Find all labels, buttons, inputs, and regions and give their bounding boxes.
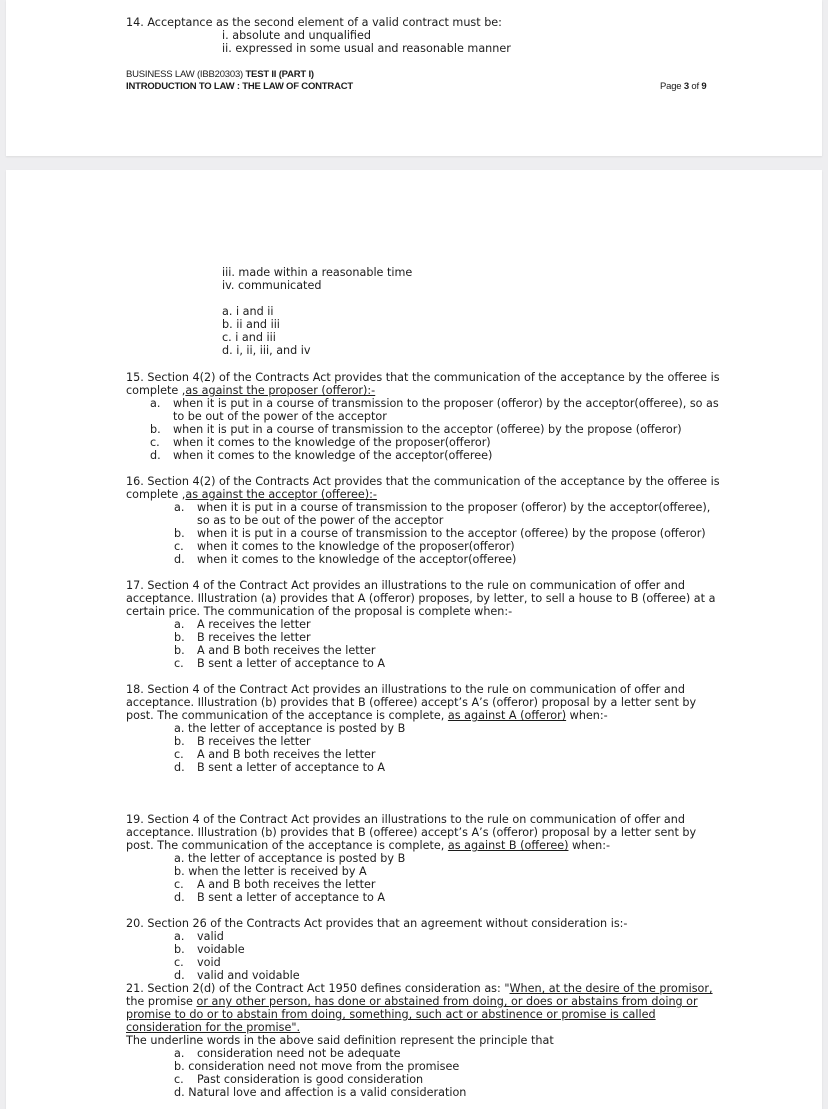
q18-stem-line-2: acceptance. Illustration (b) provides that B (offeree) accept’s A’s (offeror) proposal by a letter sent by bbox=[126, 696, 697, 709]
q17-option-3-marker: b. bbox=[174, 644, 185, 657]
q20-option-d-marker: d. bbox=[174, 969, 185, 982]
header-course-code: BUSINESS LAW (IBB20303) bbox=[126, 69, 246, 80]
document-page-bottom bbox=[6, 170, 822, 1109]
q19-option-a: a. the letter of acceptance is posted by B bbox=[174, 852, 406, 865]
q21-stem-line-2 bbox=[126, 995, 698, 1008]
q16-stem-underlined: as against the acceptor (offeree):- bbox=[185, 488, 377, 501]
q15-option-a-cont: to be out of the power of the acceptor bbox=[173, 410, 387, 423]
q14-option-b: b. ii and iii bbox=[222, 318, 280, 331]
header-test-label: TEST II (PART I) bbox=[245, 69, 314, 80]
q19-option-d-marker: d. bbox=[174, 891, 185, 904]
q18-stem-tail: when:- bbox=[566, 709, 608, 722]
q21-stem-underlined-3: promise to do or to abstain from doing, something, such act or abstinence or promise is called bbox=[126, 1008, 656, 1021]
q19-option-b: b. when the letter is received by A bbox=[174, 865, 367, 878]
q18-option-b: B receives the letter bbox=[197, 735, 311, 748]
q17-option-2-marker: b. bbox=[174, 631, 185, 644]
q15-option-a-marker: a. bbox=[150, 397, 161, 410]
q14-item-i: i. absolute and unqualified bbox=[222, 29, 371, 42]
q21-option-a-marker: a. bbox=[174, 1047, 185, 1060]
q21-option-b: b. consideration need not move from the promisee bbox=[174, 1060, 460, 1073]
q15-option-d: when it comes to the knowledge of the acceptor(offeree) bbox=[173, 449, 493, 462]
q18-stem-line-1: 18. Section 4 of the Contract Act provides an illustrations to the rule on communication of offer and bbox=[126, 683, 685, 696]
q17-stem-line-1: 17. Section 4 of the Contract Act provides an illustrations to the rule on communication of offer and bbox=[126, 579, 685, 592]
q16-option-a-cont: so as to be out of the power of the acceptor bbox=[197, 514, 444, 527]
q19-stem-tail: when:- bbox=[568, 839, 611, 852]
q20-option-d: valid and voidable bbox=[197, 969, 300, 982]
q21-stem-plain-2: the promise bbox=[126, 995, 197, 1008]
q14-option-d: d. i, ii, iii, and iv bbox=[222, 344, 311, 357]
q18-option-c: A and B both receives the letter bbox=[197, 748, 376, 761]
q19-option-c: A and B both receives the letter bbox=[197, 878, 376, 891]
q15-stem-underlined: as against the proposer (offeror):- bbox=[185, 384, 376, 397]
q14-item-ii: ii. expressed in some usual and reasonable manner bbox=[222, 42, 511, 55]
q15-stem-line-2 bbox=[126, 384, 375, 397]
page-number-total: 9 bbox=[701, 81, 707, 92]
q19-stem-underlined: as against B (offeree) bbox=[447, 839, 569, 852]
q20-option-c: void bbox=[197, 956, 221, 969]
q17-option-4-marker: c. bbox=[174, 657, 184, 670]
q21-stem-underlined-1: When, at the desire of the promisor, bbox=[509, 982, 713, 995]
q15-stem-plain: complete , bbox=[126, 384, 186, 397]
q14-item-iii: iii. made within a reasonable time bbox=[222, 266, 413, 279]
q17-option-4: B sent a letter of acceptance to A bbox=[197, 657, 386, 670]
q16-option-d: when it comes to the knowledge of the acceptor(offeree) bbox=[197, 553, 517, 566]
q15-option-d-marker: d. bbox=[150, 449, 161, 462]
page-number-current: 3 bbox=[683, 81, 689, 92]
q16-option-d-marker: d. bbox=[174, 553, 185, 566]
q21-stem-underlined-4: consideration for the promise". bbox=[126, 1021, 301, 1034]
q16-option-c-marker: c. bbox=[174, 540, 184, 553]
q19-stem-line-2: acceptance. Illustration (b) provides that B (offeree) accept’s A’s (offeror) proposal by a letter sent by bbox=[126, 826, 697, 839]
q21-option-a: consideration need not be adequate bbox=[197, 1047, 401, 1060]
header-course-line bbox=[126, 69, 314, 81]
q20-option-c-marker: c. bbox=[174, 956, 184, 969]
q21-option-d: d. Natural love and affection is a valid consideration bbox=[174, 1086, 467, 1099]
q14-option-a: a. i and ii bbox=[222, 305, 274, 318]
q21-stem-line-1 bbox=[126, 982, 713, 995]
q21-option-c-marker: c. bbox=[174, 1073, 184, 1086]
header-topic-line: INTRODUCTION TO LAW : THE LAW OF CONTRACT bbox=[126, 81, 353, 92]
q17-stem-line-3: certain price. The communication of the proposal is complete when:- bbox=[126, 605, 513, 618]
q14-item-iv: iv. communicated bbox=[222, 279, 322, 292]
q15-option-a: when it is put in a course of transmission to the proposer (offeror) by the acceptor(offeree), so as bbox=[173, 397, 719, 410]
q19-stem-line-3 bbox=[126, 839, 610, 852]
q17-option-1: A receives the letter bbox=[197, 618, 311, 631]
q17-stem-line-2: acceptance. Illustration (a) provides that A (offeror) proposes, by letter, to sell a house to B (offeree) at a bbox=[126, 592, 716, 605]
q18-stem-line-3 bbox=[126, 709, 608, 722]
q20-option-a: valid bbox=[197, 930, 224, 943]
q18-option-b-marker: b. bbox=[174, 735, 185, 748]
q18-stem-plain: post. The communication of the acceptance is complete, bbox=[126, 709, 448, 722]
q21-stem-underlined-2: or any other person, has done or abstained from doing, or does or abstains from doing or bbox=[196, 995, 698, 1008]
q18-option-d-marker: d. bbox=[174, 761, 185, 774]
q19-option-c-marker: c. bbox=[174, 878, 184, 891]
q18-option-a: a. the letter of acceptance is posted by B bbox=[174, 722, 406, 735]
q17-option-3: A and B both receives the letter bbox=[197, 644, 376, 657]
q15-option-c: when it comes to the knowledge of the proposer(offeror) bbox=[173, 436, 491, 449]
q20-stem: 20. Section 26 of the Contracts Act provides that an agreement without consideration is:- bbox=[126, 917, 628, 930]
q18-option-d: B sent a letter of acceptance to A bbox=[197, 761, 386, 774]
q16-stem-plain: complete , bbox=[126, 488, 186, 501]
q17-option-1-marker: a. bbox=[174, 618, 185, 631]
q20-option-b: voidable bbox=[197, 943, 245, 956]
q20-option-b-marker: b. bbox=[174, 943, 185, 956]
q18-option-c-marker: c. bbox=[174, 748, 184, 761]
q19-stem-line-1: 19. Section 4 of the Contract Act provides an illustrations to the rule on communication of offer and bbox=[126, 813, 685, 826]
q17-option-2: B receives the letter bbox=[197, 631, 311, 644]
q14-option-c: c. i and iii bbox=[222, 331, 276, 344]
q21-stem-plain: 21. Section 2(d) of the Contract Act 1950 defines consideration as: " bbox=[126, 982, 510, 995]
q14-stem: 14. Acceptance as the second element of a valid contract must be: bbox=[126, 16, 502, 29]
page-number-of: of bbox=[688, 81, 702, 92]
q16-option-b-marker: b. bbox=[174, 527, 185, 540]
q15-option-b-marker: b. bbox=[150, 423, 161, 436]
q20-option-a-marker: a. bbox=[174, 930, 185, 943]
q16-option-a-marker: a. bbox=[174, 501, 185, 514]
q16-stem-line-1: 16. Section 4(2) of the Contracts Act provides that the communication of the acceptance by the offeree is bbox=[126, 475, 720, 488]
q18-stem-underlined: as against A (offeror) bbox=[447, 709, 567, 722]
q16-option-b: when it is put in a course of transmission to the acceptor (offeree) by the propose (offeror) bbox=[197, 527, 706, 540]
q15-stem-line-1: 15. Section 4(2) of the Contracts Act provides that the communication of the acceptance by the offeree is bbox=[126, 371, 720, 384]
q16-option-c: when it comes to the knowledge of the proposer(offeror) bbox=[197, 540, 515, 553]
page-number bbox=[660, 81, 706, 93]
q16-option-a: when it is put in a course of transmission to the proposer (offeror) by the acceptor(offeree), bbox=[197, 501, 711, 514]
q19-stem-plain: post. The communication of the acceptance is complete, bbox=[126, 839, 448, 852]
q16-stem-line-2 bbox=[126, 488, 377, 501]
q21-instruction: The underline words in the above said definition represent the principle that bbox=[126, 1034, 554, 1047]
q21-option-c: Past consideration is good consideration bbox=[197, 1073, 424, 1086]
page-number-prefix: Page bbox=[660, 81, 684, 92]
q15-option-b: when it is put in a course of transmission to the acceptor (offeree) by the propose (offeror) bbox=[173, 423, 682, 436]
document-page-top bbox=[6, 0, 822, 156]
q19-option-d: B sent a letter of acceptance to A bbox=[197, 891, 386, 904]
q15-option-c-marker: c. bbox=[150, 436, 160, 449]
